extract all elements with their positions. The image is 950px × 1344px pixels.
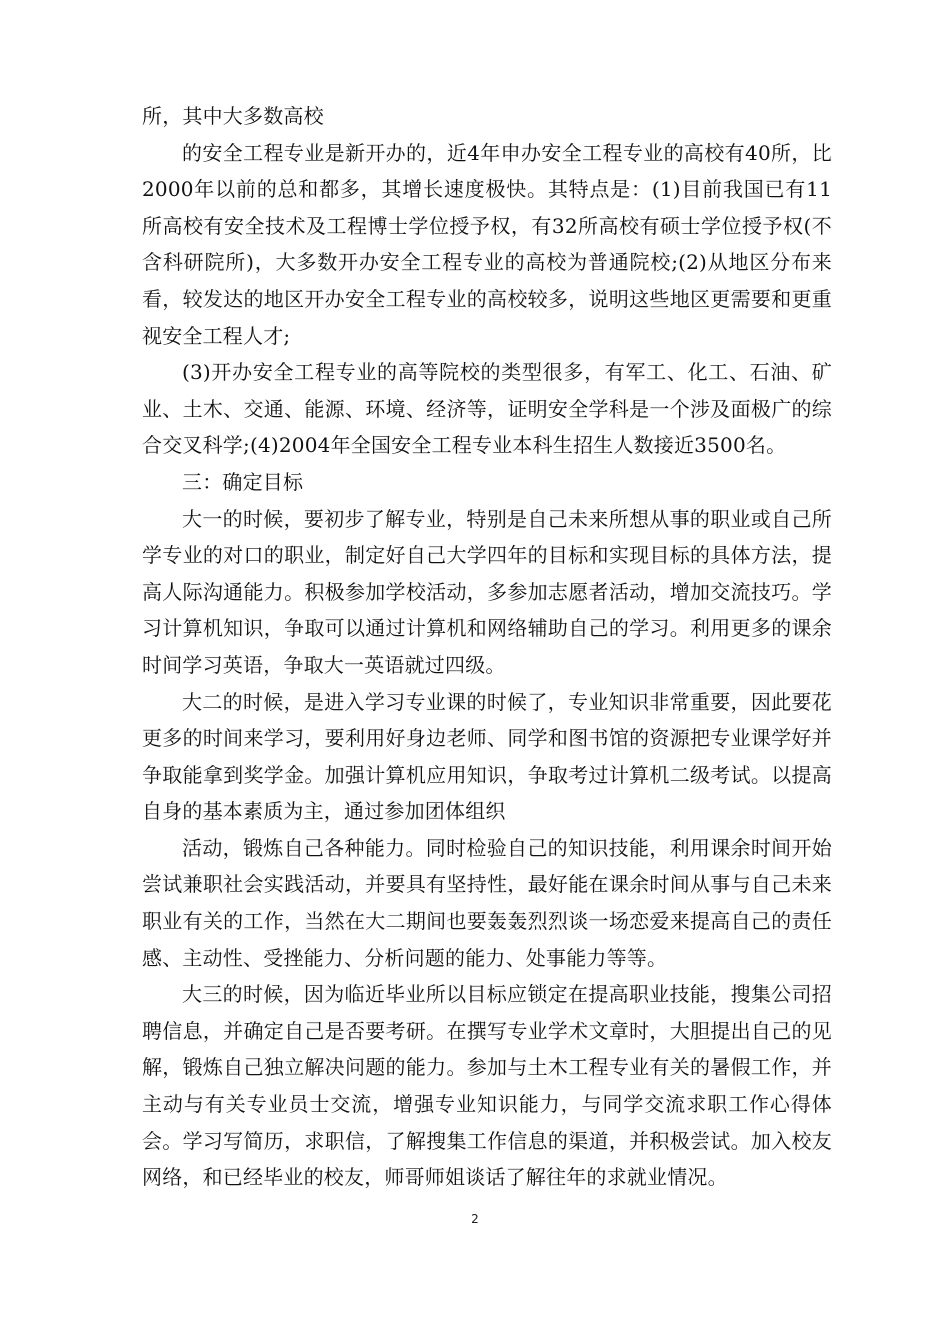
page-number: 2 bbox=[471, 1212, 479, 1226]
paragraph-7: 活动，锻炼自己各种能力。同时检验自己的知识技能，利用课余时间开始尝试兼职社会实践活动，并要具有坚持性，最好能在课余时间从事与自己未来职业有关的工作，当然在大二期间也要轰轰烈烈谈一场恋爱来提高自己的责任感、主动性、受挫能力、分析问题的能力、处事能力等等。 bbox=[142, 835, 832, 970]
paragraph-6: 大二的时候，是进入学习专业课的时候了，专业知识非常重要，因此要花更多的时间来学习，要利用好身边老师、同学和图书馆的资源把专业课学好并争取能拿到奖学金。加强计算机应用知识，争取考过计算机二级考试。以提高自身的基本素质为主，通过参加团体组织 bbox=[142, 689, 832, 824]
paragraph-3: (3)开办安全工程专业的高等院校的类型很多，有军工、化工、石油、矿业、土木、交通、能源、环境、经济等，证明安全学科是一个涉及面极广的综合交叉科学;(4)2004年全国安全工程专业本科生招生人数接近3500名。 bbox=[142, 360, 832, 458]
paragraph-1: 所，其中大多数高校 bbox=[142, 104, 324, 128]
paragraph-2: 的安全工程专业是新开办的，近4年申办安全工程专业的高校有40所，比2000年以前的总和都多，其增长速度极快。其特点是：(1)目前我国已有11所高校有安全技术及工程博士学位授予权，有32所高校有硕士学位授予权(不含科研院所)，大多数开办安全工程专业的高校为普通院校;(2)从地区分布来看，较发达的地区开办安全工程专业的高校较多，说明这些地区更需要和更重视安全工程人才; bbox=[142, 140, 832, 348]
paragraph-5: 大一的时候，要初步了解专业，特别是自己未来所想从事的职业或自己所学专业的对口的职业，制定好自己大学四年的目标和实现目标的具体方法，提高人际沟通能力。积极参加学校活动，多参加志愿者活动，增加交流技巧。学习计算机知识，争取可以通过计算机和网络辅助自己的学习。利用更多的课余时间学习英语，争取大一英语就过四级。 bbox=[142, 506, 832, 677]
section-heading: 三：确定目标 bbox=[182, 469, 304, 494]
paragraph-8: 大三的时候，因为临近毕业所以目标应锁定在提高职业技能，搜集公司招聘信息，并确定自己是否要考研。在撰写专业学术文章时，大胆提出自己的见解，锻炼自己独立解决问题的能力。参加与土木工程专业有关的暑假工作，并主动与有关专业员士交流，增强专业知识能力，与同学交流求职工作心得体会。学习写简历，求职信，了解搜集工作信息的渠道，并积极尝试。加入校友网络，和已经毕业的校友，师哥师姐谈话了解往年的求就业情况。 bbox=[142, 982, 832, 1190]
document-body bbox=[142, 98, 832, 1196]
